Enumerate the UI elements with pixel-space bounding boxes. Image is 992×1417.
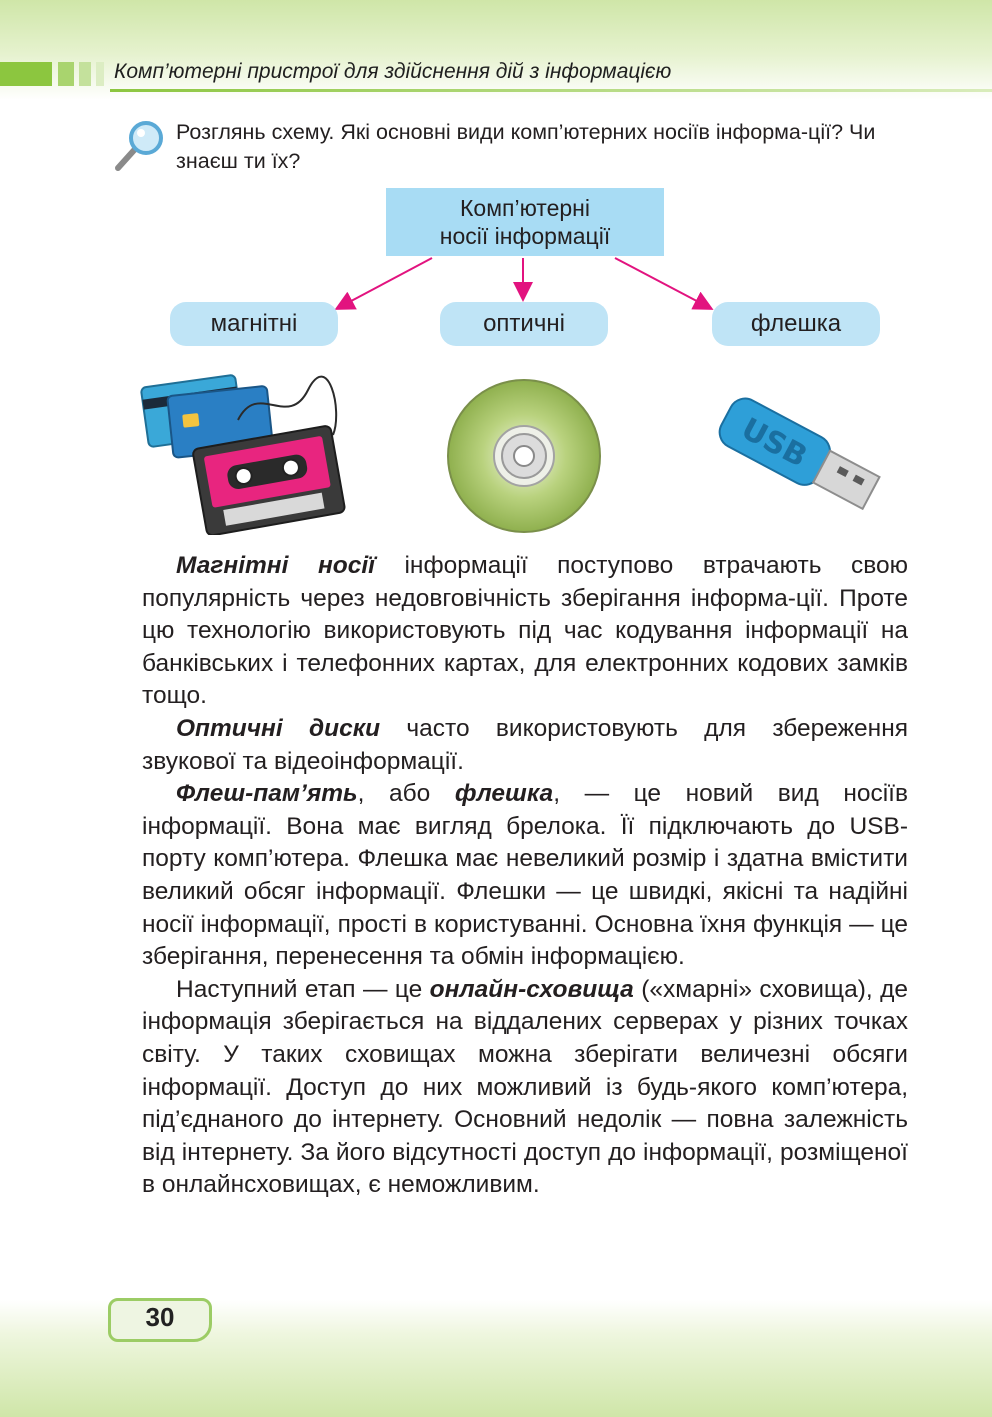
root-node-line1: Комп’ютерні — [460, 195, 590, 221]
body-text — [142, 550, 908, 1202]
paragraph-flash-text-1: , або — [357, 780, 455, 808]
root-node-line2: носії інформації — [439, 223, 611, 249]
paragraph-cloud-text-1: Наступний етап — це — [176, 975, 430, 1003]
branch-optical: оптичні — [440, 302, 608, 346]
root-node — [386, 188, 664, 256]
branch-magnetic: магнітні — [170, 302, 338, 346]
term-flash-memory: Флеш-пам’ять — [176, 780, 358, 808]
term-magnetic-carriers: Магнітні носії — [176, 552, 375, 579]
question-text: Розглянь схему. Які основні види комп’ютерних носіїв інформа-ції? Чи знаєш ти їх? — [176, 120, 876, 173]
branch-flash: флешка — [712, 302, 880, 346]
paragraph-magnetic — [142, 550, 908, 713]
term-optical-discs: Оптичні диски — [176, 714, 381, 742]
magnetic-cards-and-cassette-image — [138, 360, 353, 535]
page-number: 30 — [145, 1302, 175, 1332]
paragraph-optical-text: часто використовують для збереження звукової та відеоінформації. — [142, 714, 908, 775]
paragraph-flash-text-2: , — це новий вид носіїв інформації. Вона має вигляд брелока. Її підключають до USB-порту комп’ютера. Флешка має невеликий розмір і здатна вмістити великий обсяг інформації. Флешки — це швидкі, якісні та надійні носії інформації, прості в користуванні. Основна їхня функція — це зберігання, перенесення та обмін інформацією. — [142, 780, 908, 971]
usb-flash-drive-image — [705, 392, 885, 522]
term-online-storage: онлайн-сховища — [429, 975, 634, 1003]
paragraph-cloud-text-2: («хмарні» сховища), де інформація зберігається на віддалених серверах у різних точках світу. У таких сховищах можна зберігати величезні обсяги інформації. Доступ до них можливий із будь-якого комп’ютера, під’єднаного до інтернету. Основний недолік — повна залежність від інтернету. За його відсутності доступ до інформації, розміщеної в онлайнсховищах, є неможливим. — [142, 975, 908, 1199]
paragraph-flash — [142, 778, 908, 974]
cd-disc-image — [446, 378, 602, 534]
paragraph-optical — [142, 713, 908, 778]
paragraph-magnetic-text: інформації поступово втрачають свою популярність через недовговічність зберігання інформа-ції. Проте цю технологію використовують під час кодування інформації на банківських і телефонних картах, для електронних кодових замків тощо. — [142, 552, 909, 710]
paragraph-cloud — [142, 974, 908, 1202]
carriers-scheme — [0, 0, 992, 540]
svg-text:USB: USB — [735, 411, 813, 475]
term-flashka: флешка — [454, 780, 554, 808]
chapter-header-title: Комп’ютерні пристрої для здійснення дій з інформацією — [114, 60, 672, 83]
